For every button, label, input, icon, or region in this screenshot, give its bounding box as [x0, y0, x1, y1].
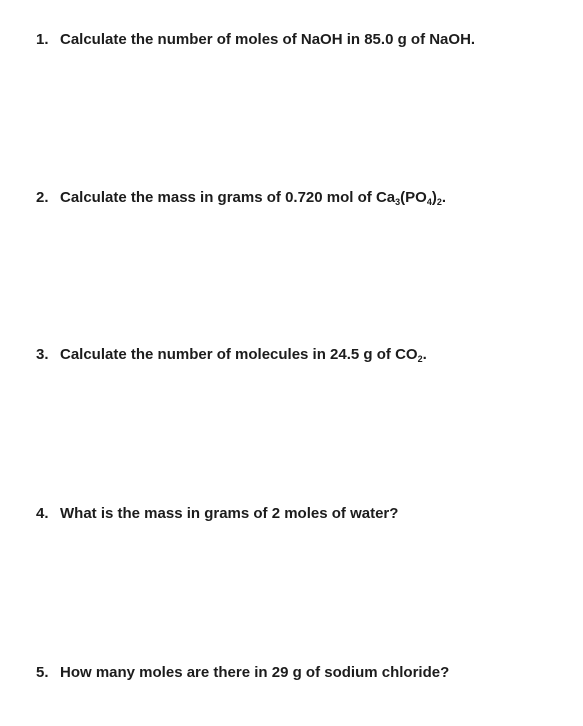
cropped-header-fragment	[85, 0, 485, 3]
formula-part: .	[441, 189, 447, 206]
formula-part: (PO	[400, 189, 427, 206]
subscript: 3	[395, 197, 401, 207]
formula-part: )	[431, 189, 437, 206]
question-number: 1.	[36, 31, 49, 48]
question-4	[36, 505, 398, 523]
question-text: Calculate the mass in grams of 0.720 mol of Ca	[60, 189, 396, 206]
question-number: 2.	[36, 189, 49, 206]
question-text: Calculate the number of moles of NaOH in 85.0 g of NaOH.	[60, 31, 476, 48]
formula-part: .	[422, 346, 427, 363]
question-text: What is the mass in grams of 2 moles of water?	[60, 505, 399, 522]
question-number: 5.	[36, 664, 49, 681]
subscript: 4	[426, 197, 432, 207]
question-1	[36, 31, 475, 49]
subscript: 2	[417, 354, 423, 364]
question-text: How many moles are there in 29 g of sodium chloride?	[60, 664, 450, 681]
question-2	[36, 189, 446, 207]
question-number: 3.	[36, 346, 49, 363]
subscript: 2	[436, 197, 442, 207]
question-text: Calculate the number of molecules in 24.5 g of CO	[60, 346, 418, 363]
question-3	[36, 346, 427, 364]
question-5	[36, 664, 449, 682]
question-number: 4.	[36, 505, 49, 522]
